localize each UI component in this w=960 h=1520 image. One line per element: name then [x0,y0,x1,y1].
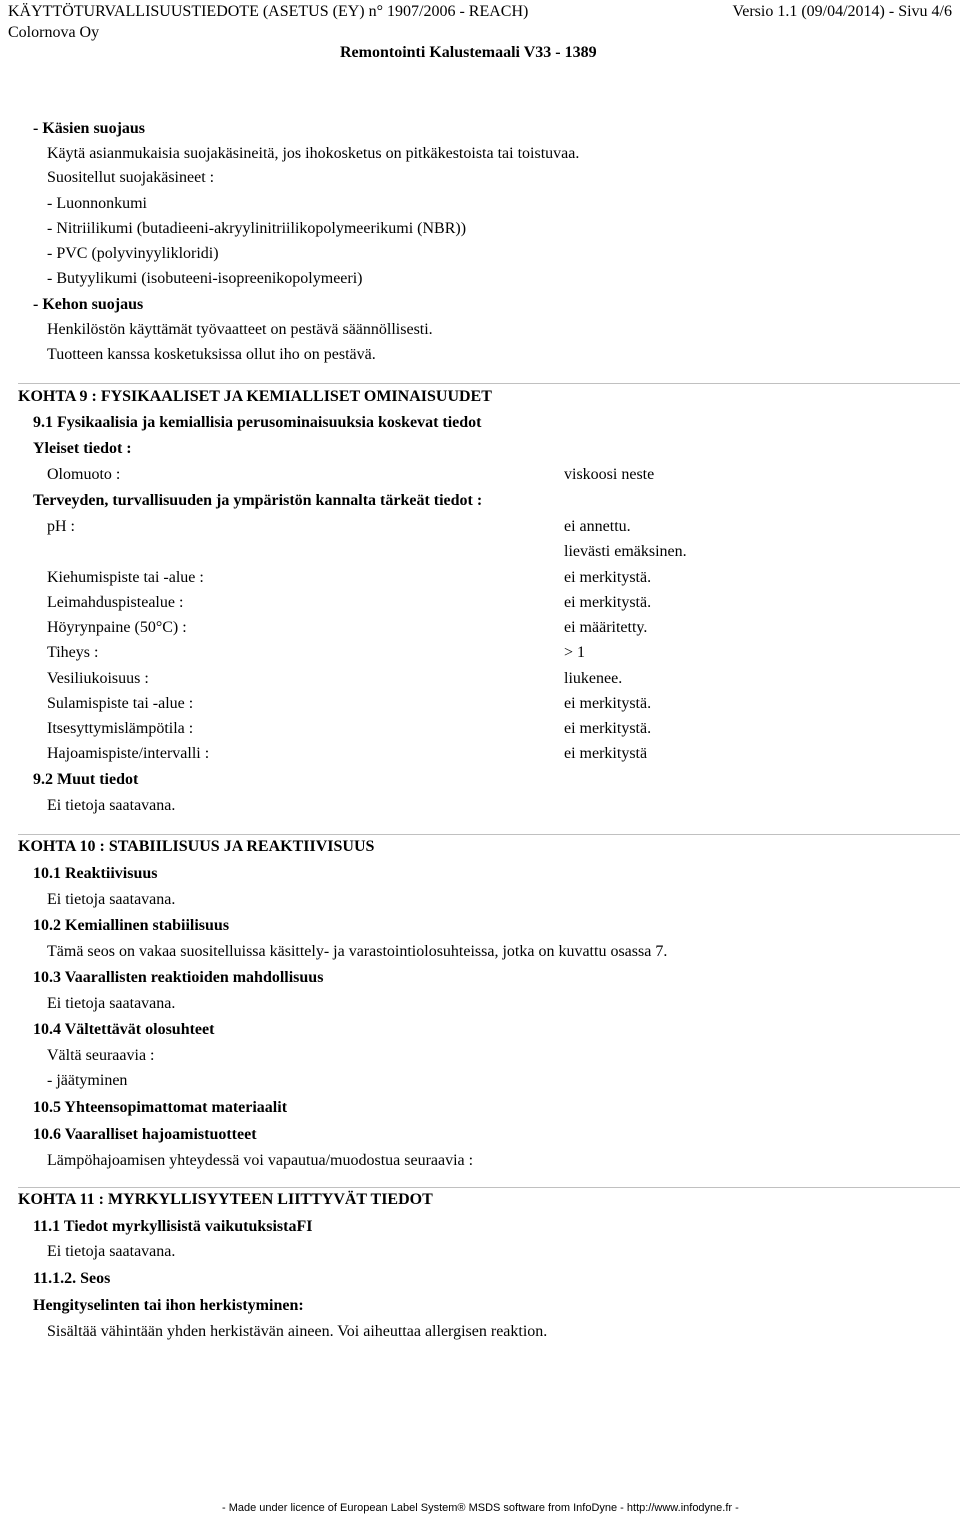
property-value: liukenee. [564,670,623,687]
property-value: ei merkitystä. [564,594,652,611]
property-value: lievästi emäksinen. [564,543,687,560]
glove-item: - Nitriilikumi (butadieeni-akryylinitriilikopolymeerikumi (NBR)) [47,220,467,237]
property-value: ei merkitystä. [564,695,652,712]
section-10-2-text: Tämä seos on vakaa suositelluissa käsittely- ja varastointiolosuhteissa, jotka on kuvattu osassa 7. [47,943,668,960]
property-value: > 1 [564,644,586,661]
property-value: ei annettu. [564,518,631,535]
section-11-1-2-heading: 11.1.2. Seos [33,1270,111,1287]
section-10-2-heading: 10.2 Kemiallinen stabiilisuus [33,917,230,934]
section-10-4-text: Vältä seuraavia : [47,1047,155,1064]
property-label: pH : [47,518,75,535]
footer-licence: - Made under licence of European Label System® MSDS software from InfoDyne - http://www.infodyne.fr - [222,1502,739,1514]
section-10-6-text: Lämpöhajoamisen yhteydessä voi vapautua/muodostua seuraavia : [47,1152,474,1169]
section-10-title: KOHTA 10 : STABIILISUUS JA REAKTIIVISUUS [18,838,375,855]
section-9-1-heading: 9.1 Fysikaalisia ja kemiallisia perusominaisuuksia koskevat tiedot [33,414,482,431]
property-value: ei merkitystä. [564,569,652,586]
body-protection-heading: - Kehon suojaus [33,296,144,313]
company-name: Colornova Oy [8,24,100,41]
section-10-1-heading: 10.1 Reaktiivisuus [33,865,158,882]
property-label: Leimahduspistealue : [47,594,184,611]
sensitisation-heading: Hengityselinten tai ihon herkistyminen: [33,1297,304,1314]
property-label: Kiehumispiste tai -alue : [47,569,204,586]
hands-protection-heading: - Käsien suojaus [33,120,146,137]
section-10-1-text: Ei tietoja saatavana. [47,891,176,908]
property-label: Olomuoto : [47,466,121,483]
body-protection-text: Tuotteen kanssa kosketuksissa ollut iho on pestävä. [47,346,376,363]
product-name: Remontointi Kalustemaali V33 - 1389 [340,44,597,61]
glove-item: - Butyylikumi (isobuteeni-isopreenikopolymeeri) [47,270,363,287]
section-11-title: KOHTA 11 : MYRKYLLISYYTEEN LIITTYVÄT TIEDOT [18,1191,433,1208]
section-10-6-heading: 10.6 Vaaralliset hajoamistuotteet [33,1126,257,1143]
section-10-4-item: - jäätyminen [47,1072,128,1089]
property-value: ei määritetty. [564,619,648,636]
section-divider [18,834,960,835]
section-10-4-heading: 10.4 Vältettävät olosuhteet [33,1021,215,1038]
property-label: Hajoamispiste/intervalli : [47,745,210,762]
sensitisation-text: Sisältää vähintään yhden herkistävän aineen. Voi aiheuttaa allergisen reaktion. [47,1323,548,1340]
document-title: KÄYTTÖTURVALLISUUSTIEDOTE (ASETUS (EY) n° 1907/2006 - REACH) [8,3,529,20]
property-label: Höyrynpaine (50°C) : [47,619,187,636]
section-10-3-heading: 10.3 Vaarallisten reaktioiden mahdollisuus [33,969,324,986]
section-10-5-heading: 10.5 Yhteensopimattomat materiaalit [33,1099,288,1116]
section-9-title: KOHTA 9 : FYSIKAALISET JA KEMIALLISET OMINAISUUDET [18,388,492,405]
section-divider [18,383,960,384]
section-10-3-text: Ei tietoja saatavana. [47,995,176,1012]
hands-protection-text: Käytä asianmukaisia suojakäsineitä, jos ihokosketus on pitkäkestoista tai toistuvaa. [47,145,580,162]
property-label: Sulamispiste tai -alue : [47,695,194,712]
property-label: Tiheys : [47,644,99,661]
property-label: Vesiliukoisuus : [47,670,149,687]
general-info-heading: Yleiset tiedot : [33,440,132,457]
section-9-2-text: Ei tietoja saatavana. [47,797,176,814]
property-value: ei merkitystä [564,745,648,762]
property-value: viskoosi neste [564,466,655,483]
section-11-1-text: Ei tietoja saatavana. [47,1243,176,1260]
section-11-1-heading: 11.1 Tiedot myrkyllisistä vaikutuksistaFI [33,1218,313,1235]
gloves-intro: Suositellut suojakäsineet : [47,169,215,186]
section-divider [18,1187,960,1188]
body-protection-text: Henkilöstön käyttämät työvaatteet on pestävä säännöllisesti. [47,321,433,338]
version-page-info: Versio 1.1 (09/04/2014) - Sivu 4/6 [732,3,952,20]
glove-item: - Luonnonkumi [47,195,147,212]
section-9-2-heading: 9.2 Muut tiedot [33,771,139,788]
health-info-heading: Terveyden, turvallisuuden ja ympäristön kannalta tärkeät tiedot : [33,492,483,509]
property-value: ei merkitystä. [564,720,652,737]
property-label: Itsesyttymislämpötila : [47,720,194,737]
glove-item: - PVC (polyvinyylikloridi) [47,245,219,262]
